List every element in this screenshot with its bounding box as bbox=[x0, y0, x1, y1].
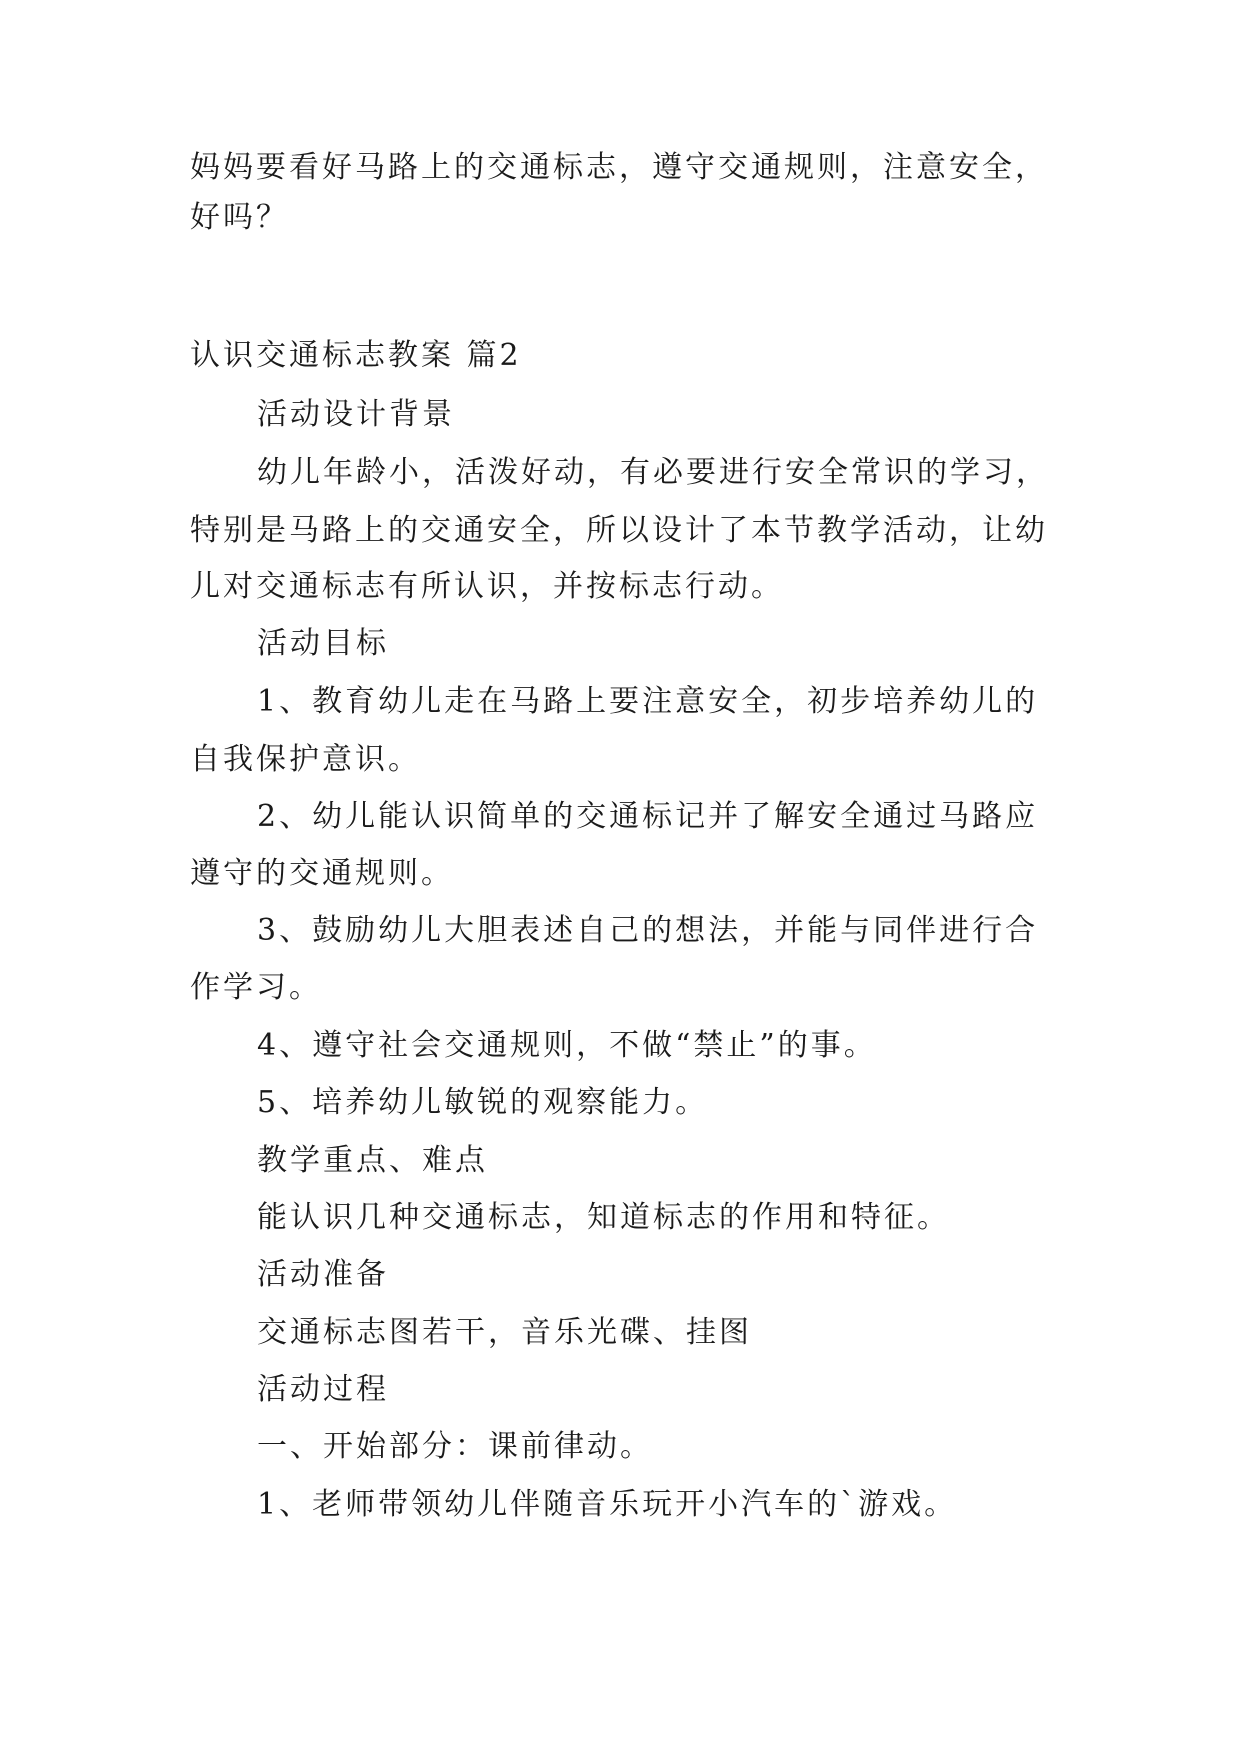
list-item: 2、幼儿能认识简单的交通标记并了解安全通过马路应 bbox=[257, 799, 1039, 834]
paragraph-line: 特别是马路上的交通安全，所以设计了本节教学活动，让幼 bbox=[190, 513, 1048, 548]
key-points-heading: 教学重点、难点 bbox=[257, 1143, 488, 1178]
process-heading: 活动过程 bbox=[257, 1372, 389, 1407]
paragraph-line: 儿对交通标志有所认识，并按标志行动。 bbox=[190, 569, 784, 604]
list-item-continuation: 作学习。 bbox=[190, 970, 322, 1005]
paragraph-line: 好吗？ bbox=[190, 200, 289, 235]
paragraph-line: 幼儿年龄小，活泼好动，有必要进行安全常识的学习， bbox=[257, 455, 1049, 490]
background-heading: 活动设计背景 bbox=[257, 397, 455, 432]
list-item: 5、培养幼儿敏锐的观察能力。 bbox=[257, 1085, 709, 1120]
list-item: 4、遵守社会交通规则，不做“禁止”的事。 bbox=[257, 1028, 877, 1063]
list-item-continuation: 遵守的交通规则。 bbox=[190, 856, 454, 891]
list-item-continuation: 自我保护意识。 bbox=[190, 742, 421, 777]
paragraph-line: 交通标志图若干，音乐光碟、挂图 bbox=[257, 1315, 752, 1350]
section-heading: 认识交通标志教案 篇2 bbox=[190, 338, 522, 373]
process-step: 一、开始部分：课前律动。 bbox=[257, 1429, 653, 1464]
paragraph-line: 妈妈要看好马路上的交通标志，遵守交通规则，注意安全， bbox=[190, 150, 1048, 185]
preparation-heading: 活动准备 bbox=[257, 1257, 389, 1292]
goals-heading: 活动目标 bbox=[257, 626, 389, 661]
list-item: 1、教育幼儿走在马路上要注意安全，初步培养幼儿的 bbox=[257, 684, 1039, 719]
list-item: 3、鼓励幼儿大胆表述自己的想法，并能与同伴进行合 bbox=[257, 913, 1039, 948]
paragraph-line: 能认识几种交通标志，知道标志的作用和特征。 bbox=[257, 1200, 950, 1235]
list-item: 1、老师带领幼儿伴随音乐玩开小汽车的`游戏。 bbox=[257, 1487, 958, 1522]
